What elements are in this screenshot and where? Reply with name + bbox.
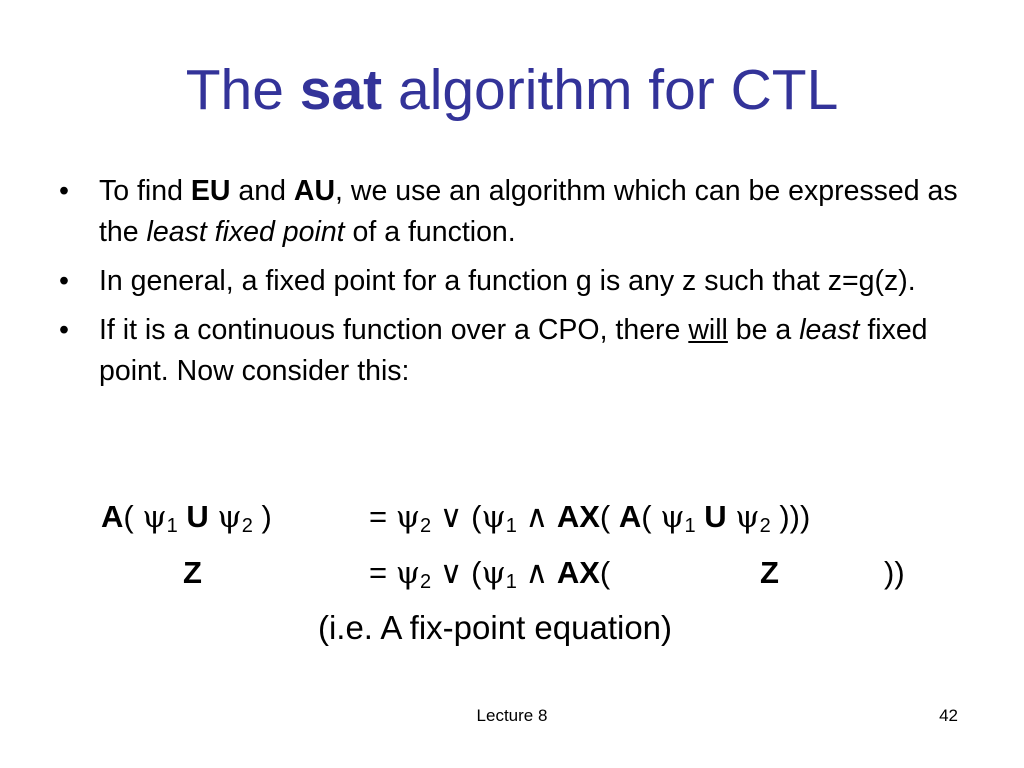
equation-row-2-lhs: Z <box>183 555 202 590</box>
title-emphasis: sat <box>299 58 383 122</box>
equation-note: (i.e. A fix-point equation) <box>317 609 673 646</box>
equation-row-1-rhs: = $\psi_2$ ∨ ($\psi_1$ ∧ AX( A( $\psi_1$ U $\psi_2$ ))) <box>369 499 811 537</box>
equation-row-2-rhs: = $\psi_2$ ∨ ($\psi_1$ ∧ AX( <box>369 555 611 593</box>
bullet-item: • In general, a fixed point for a function g is any z such that z=g(z). <box>57 261 977 302</box>
slide-title: The sat algorithm for CTL <box>185 58 839 122</box>
bullet-item: • If it is a continuous function over a CPO, there will be a least fixed point. Now consider this: <box>57 310 977 392</box>
equation-row-1-lhs: A( $\psi_1$ U $\psi_2$ ) <box>101 499 272 537</box>
footer-lecture: Lecture 8 <box>476 706 548 725</box>
bullet-marker: • <box>59 265 69 297</box>
bullet-marker: • <box>59 175 69 207</box>
bullet-item: • To find EU and AU, we use an algorithm which can be expressed as the least fixed point of a function. <box>57 171 977 253</box>
page-number: 42 <box>939 706 958 725</box>
bullet-marker: • <box>59 314 69 346</box>
equation-row-2-inner-z: Z <box>760 555 779 590</box>
equation-row-2-close: )) <box>884 555 905 590</box>
bullet-list <box>57 171 977 400</box>
